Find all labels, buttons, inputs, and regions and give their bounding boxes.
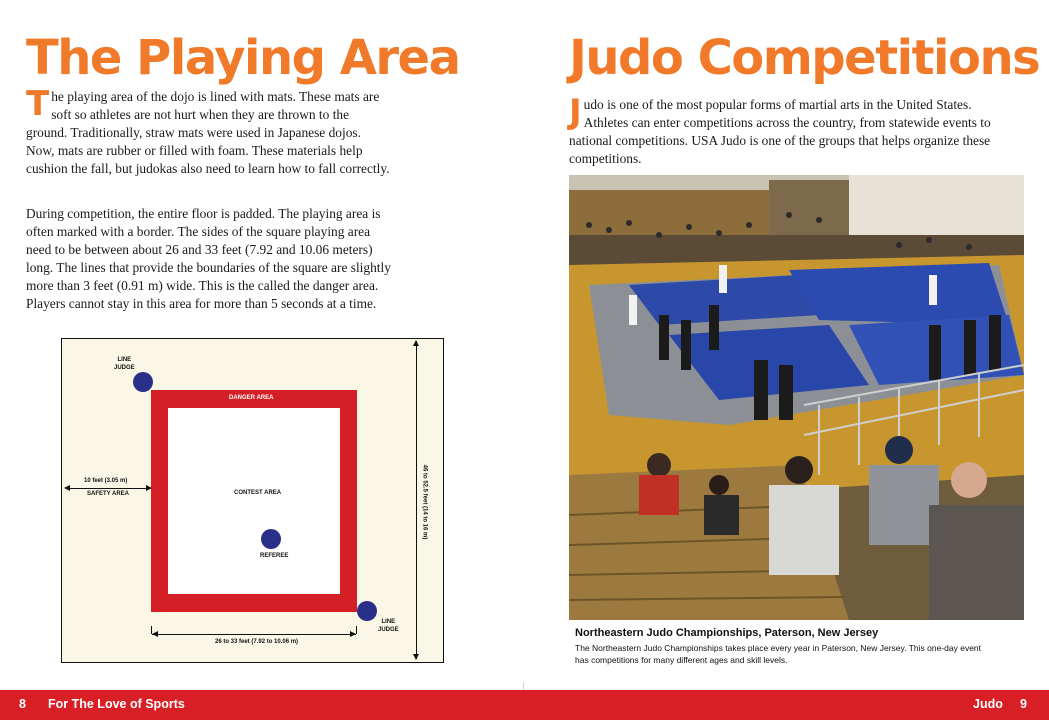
- series-title: For The Love of Sports: [48, 697, 185, 711]
- total-arrow-top: [413, 340, 419, 346]
- line-judge-label-bottom: LINE JUDGE: [378, 619, 399, 633]
- judo-intro-text: udo is one of the most popular forms of martial arts in the United States. Athletes can enter competitions across the country, from statewide events to national competitions. USA Judo is one of the groups that helps organize these competitions.: [569, 97, 991, 166]
- photo-illustration: [569, 175, 1024, 620]
- side-arrow-left: [152, 631, 158, 637]
- contest-area-label: CONTEST AREA: [234, 490, 282, 496]
- right-page: [525, 0, 1049, 690]
- line-judge-marker-top: [133, 372, 153, 392]
- drop-cap: T: [26, 84, 50, 124]
- safety-area-label: SAFETY AREA: [87, 491, 130, 497]
- page-title: The Playing Area: [26, 30, 460, 86]
- drop-cap-right: J: [569, 92, 582, 132]
- safety-arrow-right: [146, 485, 152, 491]
- left-page: [0, 0, 524, 690]
- referee-marker: [261, 529, 281, 549]
- judo-championship-photo: [569, 175, 1024, 620]
- judo-intro-paragraph: [569, 92, 1009, 168]
- danger-area-label: DANGER AREA: [229, 395, 274, 401]
- photo-caption-text: The Northeastern Judo Championships takes place every year in Paterson, New Jersey. This one-day event has competitions for many different ages and skill levels.: [575, 643, 982, 665]
- total-dimension-label: 46 to 52.5 feet (14 to 16 m): [421, 464, 428, 540]
- left-page-number: 8: [19, 697, 26, 711]
- line-judge-label-top: LINE JUDGE: [114, 357, 135, 371]
- right-page-number: 9: [1020, 697, 1027, 711]
- total-dimension-line: [416, 341, 417, 659]
- competition-paragraph: During competition, the entire floor is padded. The playing area is often marked with a border. The sides of the square playing area need to be between about 26 and 33 feet (7.92 and 10.06 meters) long. The lines that provide the boundaries of the square are slightly more than 3 feet (0.91 m) wide. This is the called the danger area. Players cannot stay in this area for more than 5 seconds at a time.: [26, 206, 391, 311]
- safety-dimension-line: [68, 488, 149, 489]
- side-dimension-tick-right: [356, 626, 357, 634]
- safety-arrow-left: [64, 485, 70, 491]
- photo-caption-title: Northeastern Judo Championships, Paterson, New Jersey: [575, 627, 879, 639]
- referee-label: REFEREE: [260, 553, 289, 559]
- line-judge-marker-bottom: [357, 601, 377, 621]
- contest-area: [168, 408, 340, 594]
- book-title: Judo: [973, 697, 1003, 711]
- total-arrow-bottom: [413, 654, 419, 660]
- playing-area-diagram: [61, 338, 444, 663]
- intro-paragraph: [26, 84, 391, 178]
- page-gutter: [523, 682, 524, 690]
- page-title-right: Judo Competitions: [569, 30, 1040, 86]
- footer-bar: [0, 690, 1049, 720]
- side-dimension-line: [152, 634, 356, 635]
- safety-dimension-label: 10 feet (3.05 m): [84, 478, 128, 484]
- side-dimension-label: 26 to 33 feet (7.92 to 10.06 m): [215, 639, 299, 645]
- intro-text: he playing area of the dojo is lined with mats. These mats are soft so athletes are not hurt when they are thrown to the ground. Traditionally, straw mats were used in Japanese dojos. Now, mats are rubber or filled with foam. These materials help cushion the fall, but judokas also need to learn how to fall correctly.: [26, 89, 390, 176]
- side-arrow-right: [350, 631, 356, 637]
